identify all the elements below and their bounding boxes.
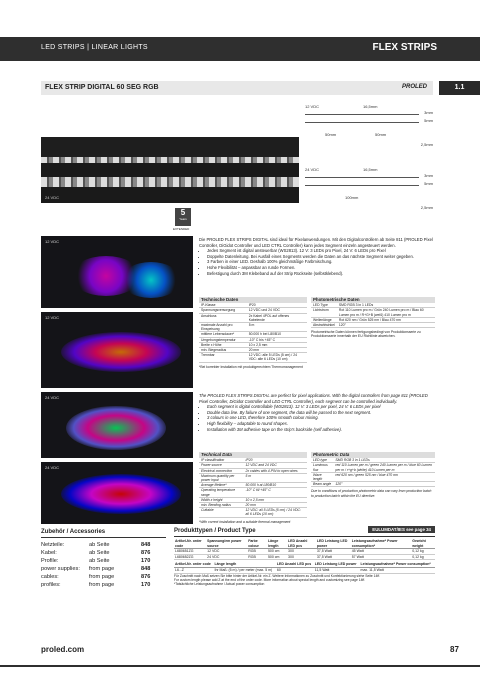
- product-cell: 500 cm: [267, 554, 287, 560]
- photo-label: 12 VDC: [45, 239, 60, 244]
- eulumdat-link[interactable]: EULUMDAT/IES see page 34: [368, 526, 435, 533]
- product-column-header: LED Anzahl LED pcs: [287, 539, 316, 549]
- tech-note-en: *With correct installation and a suitable thermal management: [199, 519, 291, 524]
- tech-row: [199, 473, 307, 482]
- product-types-title: Produkttypen / Product Type: [174, 528, 256, 534]
- product-cell: L680652ZG: [174, 554, 206, 560]
- custom-note-en: For custom length please add Z at the end of the order code. More information about special length and customizing see page 14ff.: [174, 577, 366, 582]
- intro-en: The PROLED FLEX STRIPS DIGITAL are perfect for pixel applications. With the digital controllers from page 811 (PROLED Pixel Controller, DiGidot Controller and LED CTRL Controller), each segment can be controlled individually.: [199, 393, 428, 404]
- footer-url[interactable]: proled.com: [41, 645, 85, 654]
- photometric-table-en: [311, 452, 435, 498]
- product-column-header: Leistungsaufnahme* Power consumption*: [351, 539, 411, 549]
- tech-row: [199, 353, 307, 362]
- brand-logo: PROLED: [401, 84, 427, 90]
- custom-length-table: [174, 562, 435, 573]
- table-key: Breite x Höhe: [199, 342, 247, 347]
- table-key: Wave length: [311, 472, 333, 481]
- table-key: Maximum quantity per power input: [199, 473, 244, 482]
- table-key: Spannungsversorgung: [199, 308, 247, 313]
- table-value: 12 VDC: alle 5 LEDs (5 cm) / 24 VDC: alle 6 LEDs (10 cm): [247, 353, 307, 362]
- table-value: 10 x 2,5 mm: [247, 342, 307, 347]
- photo-reel-12v: [41, 236, 193, 308]
- accessory-cell: Netzteile:: [41, 542, 65, 548]
- table-value: 5 m: [244, 473, 307, 482]
- accessory-row[interactable]: [41, 581, 166, 589]
- strip-image-24v: [41, 163, 299, 203]
- power-note: *Tatsächliche Leistungsaufnahme / Actual power consumption: [174, 581, 265, 586]
- table-value: red 110 Lumen per m / green 240 Lumen per m / blue 60 Lumen per m / r+g+b (white) 410 Lumen per m: [333, 463, 435, 472]
- dim-h2: 5mm: [424, 118, 433, 123]
- accessory-cell: profiles:: [41, 582, 61, 588]
- table-value: IP20: [244, 458, 307, 463]
- description-en: [199, 393, 435, 432]
- bullet-en: • 3 colours in one LED, therefore 100% smooth colour mixing.: [207, 415, 435, 421]
- table-key: min. Biegeradius: [199, 348, 247, 353]
- accessory-row[interactable]: [41, 557, 166, 565]
- table-key: IP classification: [199, 458, 244, 463]
- product-cell: 24 VDC: [206, 554, 247, 560]
- dim-pitch: 16,5mm: [363, 104, 378, 109]
- table-value: 120°: [337, 323, 435, 328]
- custom-cell: Ihr Maß: (5 m) / per meter (max. 5 m): [213, 567, 275, 573]
- tech-row: [199, 508, 307, 517]
- accessory-cell: power supplies:: [41, 566, 80, 572]
- product-cell: RGB: [247, 549, 267, 555]
- photo-row: [311, 463, 435, 472]
- bullet-de: • Befestigung durch 3M Klebeband auf der Strip Rückseite (selbstklebend).: [207, 271, 435, 277]
- table-value: 2x cables with 4-PIN to open wires: [244, 468, 307, 473]
- product-cell: 37,5 Watt: [316, 554, 351, 560]
- bullet-en: • High flexibility – adaptable to round shapes.: [207, 421, 435, 427]
- photo-note-en: Due to conditions of production photometric data can vary from production batch to production batch within the EU directive.: [311, 489, 432, 498]
- intro-de: Die PROLED FLEX STRIPS DIGITAL sind ideal für Pixelanwendungen. Mit den Digitalcontrollern ab Seite 811 (PROLED Pixel Controller, DiGidot Controller und LED CTRL Controller) kann jedes Segment einzeln angesteuert werden.: [199, 237, 433, 248]
- product-column-header: Gewicht weight: [411, 539, 435, 549]
- table-value: SMD RGB 3 in 1 LEDs: [337, 303, 435, 308]
- accessories-title: Zubehör / Accessories: [41, 529, 166, 538]
- product-title-bar: [41, 81, 433, 95]
- accessory-cell: ab Seite: [89, 558, 110, 564]
- custom-cell: 11,5 Watt: [314, 567, 360, 573]
- table-value: Rot 620 nm / Grün 525 nm / Blau 470 nm: [337, 317, 435, 322]
- photo-row: [311, 323, 435, 328]
- tech-title-de: Technische Daten: [199, 297, 307, 303]
- tech-note-de: *Bei korrekter Installation mit produktgerechtem Thermomanagement: [199, 364, 303, 369]
- table-key: Anschluss: [199, 313, 247, 322]
- table-key: Luminous flux: [311, 463, 333, 472]
- photo-label: 12 VDC: [45, 315, 60, 320]
- photo-row: [311, 308, 435, 317]
- warranty-years: 5: [180, 208, 186, 217]
- custom-cell: 60: [276, 567, 314, 573]
- top-header-bar: [0, 37, 480, 61]
- table-key: LED Type: [311, 303, 337, 308]
- dimension-drawing-24v: [305, 167, 433, 210]
- product-column-header: Farbe colour: [247, 539, 267, 549]
- table-value: 12 VDC: all 5 LEDs (5 cm) / 24 VDC: all 6 LEDs (10 cm): [244, 508, 307, 517]
- dim-voltage: 24 VDC: [305, 167, 320, 172]
- dim-h1: 3mm: [424, 173, 433, 178]
- table-value: 5 m: [247, 323, 307, 332]
- dimension-drawing-12v: [305, 104, 433, 147]
- photometric-table-de: [311, 297, 435, 339]
- tech-table-de: [199, 297, 307, 369]
- accessory-row[interactable]: [41, 573, 166, 581]
- product-types-header: [174, 528, 435, 537]
- table-value: 20 mm: [244, 503, 307, 508]
- table-value: 120°: [333, 482, 435, 487]
- table-value: 50.000 h at L80/B10: [244, 483, 307, 488]
- category-label: LED STRIPS | LINEAR LIGHTS: [41, 44, 148, 51]
- accessory-cell: ab Seite: [89, 542, 110, 548]
- table-key: LED type: [311, 458, 333, 463]
- product-column-header: Länge length: [267, 539, 287, 549]
- accessory-cell: cables:: [41, 574, 59, 580]
- tech-row: [199, 468, 307, 473]
- page-tab: 1.1: [439, 81, 480, 95]
- accessory-row[interactable]: [41, 565, 166, 573]
- table-key: Wellenlänge: [311, 317, 337, 322]
- tech-row: [199, 323, 307, 332]
- dim-seg2: 50mm: [375, 132, 387, 137]
- table-value: Rot 110 Lumen pro m / Grün 240 Lumen pro m / Blau 60 Lumen pro m / R+G+B (weiß) 410 Lumen pro m: [337, 308, 435, 317]
- accessory-cell: from page: [89, 574, 115, 580]
- custom-cell: L6...Z: [174, 567, 213, 573]
- page-number: 87: [450, 645, 459, 654]
- dim-voltage: 12 VDC: [305, 104, 320, 109]
- accessory-row[interactable]: [41, 541, 166, 549]
- product-cell: RGB: [247, 554, 267, 560]
- product-title: FLEX STRIP DIGITAL 60 SEG RGB: [45, 84, 159, 91]
- table-value: 50.000 h bei L80/B10: [247, 332, 307, 337]
- dim-thick: 2,5mm: [420, 142, 433, 147]
- custom-note-de: Für Zuschnitt nach Maß setzen Sie bitte hinter der Artikel-Nr. ein Z. Weitere Informationen zu Zuschnitt und Konfektionierung siehe Seite 14ff.: [174, 573, 381, 578]
- custom-column-header: Länge length: [213, 562, 275, 567]
- table-value: 2x Kabel 4POL auf offenes Kabelende: [247, 313, 307, 322]
- photo-curve-12v: [41, 312, 193, 388]
- product-column-header: Artikel-Nr. order code: [174, 539, 206, 549]
- product-table: [174, 539, 435, 560]
- photo-note-de: Photometrische Daten können fertigungsbedingt von Produktionsserie zu Produktionsserie innerhalb der EU Richtlinie abweichen.: [311, 330, 421, 339]
- photo-label: 24 VDC: [45, 465, 60, 470]
- tech-row: [199, 488, 307, 497]
- table-value: IP20: [247, 303, 307, 308]
- accessory-row[interactable]: [41, 549, 166, 557]
- table-value: SMD RGB 3 in 1 LEDs: [333, 458, 435, 463]
- accessory-cell: Profile:: [41, 558, 59, 564]
- tech-table-en: [199, 452, 307, 524]
- accessory-cell: 876: [141, 574, 151, 580]
- accessory-cell: from page: [89, 582, 115, 588]
- warranty-label: Years: [179, 217, 187, 221]
- dim-seg: 100mm: [345, 195, 359, 200]
- table-value: -10° C bis +45° C: [247, 337, 307, 342]
- custom-column-header: LED Leistung LED power: [314, 562, 360, 567]
- warranty-sub: EXTENDED: [173, 227, 190, 231]
- table-key: Average lifetime*: [199, 483, 244, 488]
- section-label: FLEX STRIPS: [372, 42, 437, 53]
- description-de: [199, 237, 435, 276]
- product-column-header: Spannung/em power source: [206, 539, 247, 549]
- table-key: Cuttable: [199, 508, 244, 517]
- dim-h2: 5mm: [424, 181, 433, 186]
- footer-rule: [0, 665, 480, 667]
- custom-column-header: Leistungsaufnahme* Power consumption*: [360, 562, 435, 567]
- warranty-badge: [175, 208, 191, 226]
- table-value: 12 VDC und 24 VDC: [247, 308, 307, 313]
- product-cell: 0,12 kg: [411, 549, 435, 555]
- product-cell: 12 VDC: [206, 549, 247, 555]
- bullet-de: • Doppelte Datenleitung. Bei Ausfall eines Segments werden die Daten an das nächste Segment weiter gegeben.: [207, 254, 435, 260]
- dim-h1: 3mm: [424, 110, 433, 115]
- table-key: Electrical connection: [199, 468, 244, 473]
- strip-label: 24 VDC: [45, 195, 60, 200]
- accessory-cell: 848: [141, 566, 151, 572]
- product-row: [174, 554, 435, 560]
- product-column-header: LED Leistung LED power: [316, 539, 351, 549]
- accessory-cell: 876: [141, 550, 151, 556]
- bullet-de: • Hohe Flexibilität – anpassbar an runde Formen.: [207, 265, 435, 271]
- photo-title-de: Photometrische Daten: [311, 297, 435, 303]
- product-cell: 37,5 Watt: [316, 549, 351, 555]
- table-value: -10° C till +45° C: [244, 488, 307, 497]
- accessories-panel: [41, 529, 166, 589]
- table-key: Operating temperature range: [199, 488, 244, 497]
- photo-label: 24 VDC: [45, 395, 60, 400]
- product-types-panel: [174, 528, 435, 586]
- table-key: min. Bending radius: [199, 503, 244, 508]
- photo-row: [311, 472, 435, 481]
- custom-cell: max. 11,5 Watt: [360, 567, 435, 573]
- custom-column-header: LED Anzahl LED pcs: [276, 562, 314, 567]
- table-value: red 620 nm / green 525 nm / blue 470 nm: [333, 472, 435, 481]
- tech-title-en: Technical Data: [199, 452, 307, 458]
- table-key: Umgebungstemperatur: [199, 337, 247, 342]
- bullet-de: • Jedes Segment ist digital ansteuerbar (WS2813). 12 V: 3 LEDs pro Pixel, 24 V: 6 LEDs pro Pixel: [207, 248, 435, 254]
- photo-reel-24v: [41, 392, 193, 458]
- accessory-cell: Kabel:: [41, 550, 57, 556]
- table-key: mittlere Lebensdauer*: [199, 332, 247, 337]
- accessory-cell: 848: [141, 542, 151, 548]
- dim-pitch: 16,5mm: [363, 167, 378, 172]
- dim-seg: 50mm: [325, 132, 337, 137]
- table-value: 10 x 2,5 mm: [244, 497, 307, 502]
- product-cell: 300: [287, 554, 316, 560]
- product-cell: 45 Watt: [351, 549, 411, 555]
- product-cell: 500 cm: [267, 549, 287, 555]
- table-key: Width x height: [199, 497, 244, 502]
- bullet-en: • Each segment is digital controllable (WS2813). 12 V: 3 LEDs per pixel, 24 V: 6 LEDs per pixel: [207, 404, 435, 410]
- bullet-en: • Double data line. By failure of one segment, the data will be passed to the next segment.: [207, 410, 435, 416]
- accessory-cell: from page: [89, 566, 115, 572]
- table-key: IP-Klasse: [199, 303, 247, 308]
- photo-row: [311, 482, 435, 487]
- table-key: Beam angle: [311, 482, 333, 487]
- table-value: 20 mm: [247, 348, 307, 353]
- table-key: Power source: [199, 463, 244, 468]
- product-cell: L680651ZG: [174, 549, 206, 555]
- product-cell: 300: [287, 549, 316, 555]
- bullet-en: • Installation with 3M adhesive tape on the strip's backside (self adhesive).: [207, 427, 435, 433]
- product-cell: 0,12 kg: [411, 554, 435, 560]
- table-key: Lichtstrom: [311, 308, 337, 317]
- table-key: Trennbar: [199, 353, 247, 362]
- accessory-cell: 170: [141, 558, 151, 564]
- photo-curve-24v: [41, 462, 193, 524]
- table-value: 12 VDC and 24 VDC: [244, 463, 307, 468]
- product-cell: 57 Watt: [351, 554, 411, 560]
- tech-row: [199, 313, 307, 322]
- dim-thick: 2,5mm: [420, 205, 433, 210]
- custom-column-header: Artikel-Nr. order code: [174, 562, 213, 567]
- accessory-cell: 170: [141, 582, 151, 588]
- table-key: maximale Anzahl pro Einspeisung: [199, 323, 247, 332]
- bullet-de: • 3 Farben in einer LED. Deshalb 100% gleichmäßige Farbmischung.: [207, 259, 435, 265]
- photo-title-en: Photometric Data: [311, 452, 435, 458]
- table-key: Abstrahlwinkel: [313, 323, 335, 328]
- accessory-cell: ab Seite: [89, 550, 110, 556]
